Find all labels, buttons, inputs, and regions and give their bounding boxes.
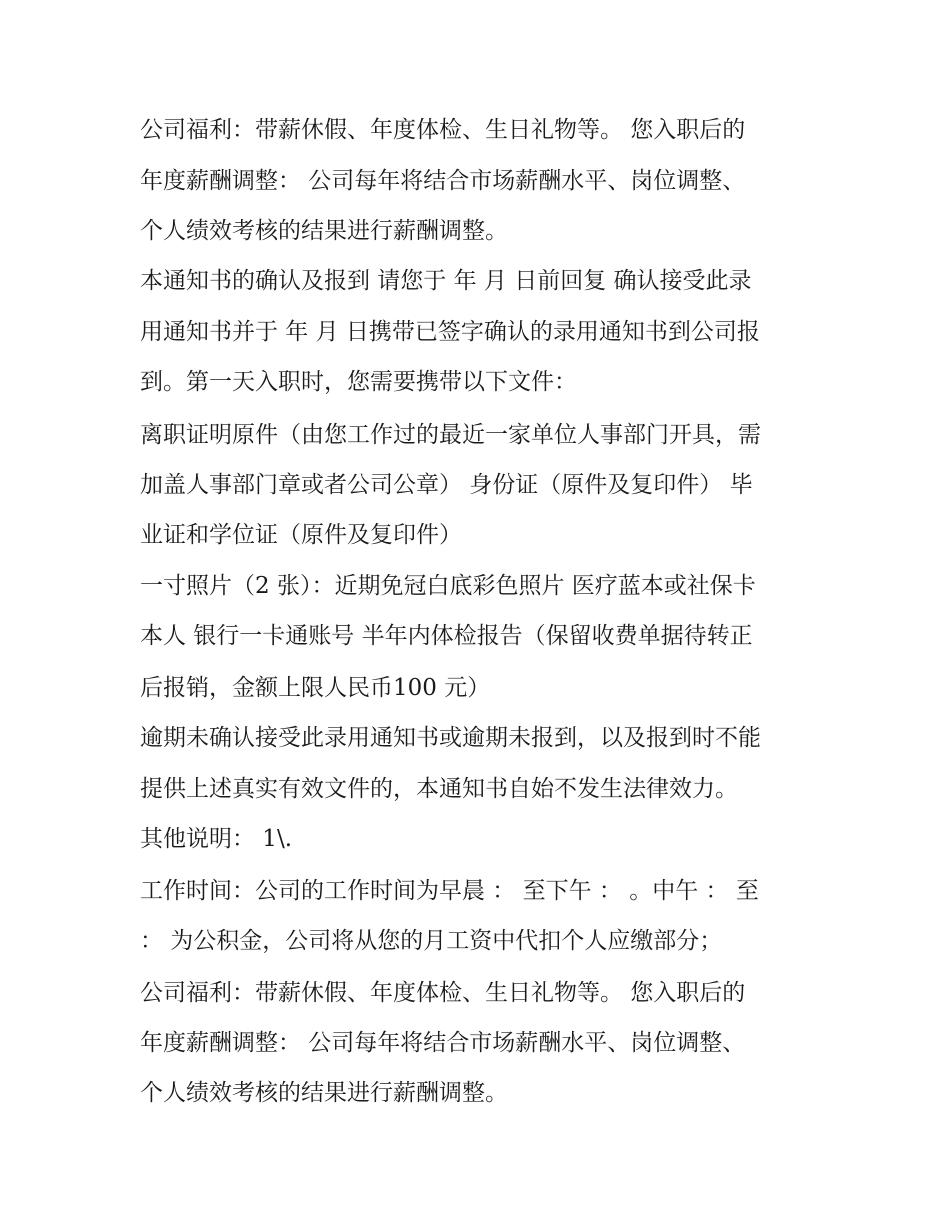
- text-line: 本通知书的确认及报到 请您于 年 月 日前回复 确认接受此录: [140, 268, 752, 294]
- text-line: 加盖人事部门章或者公司公章） 身份证（原件及复印件） 毕: [140, 472, 753, 498]
- text-line: 年度薪酬调整： 公司每年将结合市场薪酬水平、岗位调整、: [140, 1030, 746, 1056]
- text-line: 其他说明： 1\.: [140, 826, 293, 852]
- text-line: 离职证明原件（由您工作过的最近一家单位人事部门开具，需: [140, 422, 761, 448]
- text-line: 年度薪酬调整： 公司每年将结合市场薪酬水平、岗位调整、: [140, 168, 746, 194]
- text-line: 公司福利：带薪休假、年度体检、生日礼物等。 您入职后的: [140, 117, 746, 143]
- text-line: 业证和学位证（原件及复印件）: [140, 522, 462, 548]
- text-line: 本人 银行一卡通账号 半年内体检报告（保留收费单据待转正: [140, 623, 753, 649]
- text-line: ： 为公积金，公司将从您的月工资中代扣个人应缴部分；: [140, 928, 723, 954]
- text-line: 个人绩效考核的结果进行薪酬调整。: [140, 218, 508, 244]
- text-line: 到。第一天入职时，您需要携带以下文件：: [140, 369, 577, 395]
- text-line: 提供上述真实有效文件的，本通知书自始不发生法律效力。: [140, 776, 738, 802]
- text-line: 个人绩效考核的结果进行薪酬调整。: [140, 1080, 508, 1106]
- text-line: 用通知书并于 年 月 日携带已签字确认的录用通知书到公司报: [140, 319, 760, 345]
- text-line: 后报销，金额上限人民币100 元）: [140, 675, 491, 701]
- text-line: 工作时间：公司的工作时间为早晨 ： 至下午 ： 。中午 ： 至: [140, 878, 759, 904]
- text-line: 逾期未确认接受此录用通知书或逾期未报到，以及报到时不能: [140, 725, 761, 751]
- text-line: 公司福利：带薪休假、年度体检、生日礼物等。 您入职后的: [140, 980, 746, 1006]
- text-line: 一寸照片（2 张）：近期免冠白底彩色照片 医疗蓝本或社保卡: [140, 573, 756, 599]
